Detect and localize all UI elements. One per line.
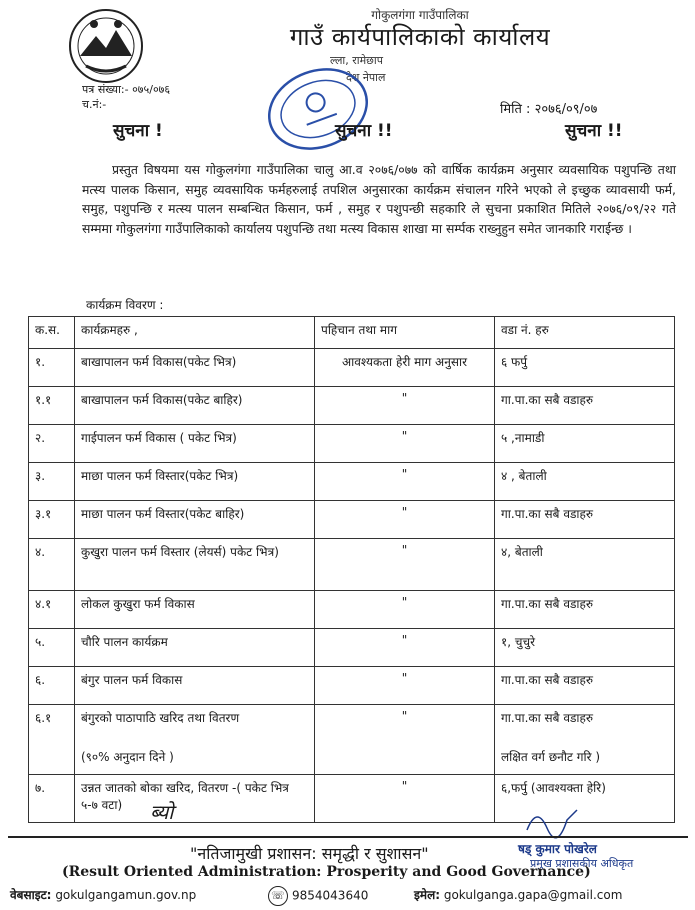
table-row	[29, 705, 675, 775]
row-ward: ६,फर्पु (आवश्यक्ता हेरि)	[495, 775, 675, 823]
row-program: माछा पालन फर्म विस्तार(पकेट भित्र)	[75, 463, 315, 501]
row-ward: ४, बेताली	[495, 539, 675, 591]
row-sn: ३.	[29, 463, 75, 501]
phone-number: 9854043640	[292, 888, 369, 903]
row-program: बंगुर पालन फर्म विकास	[75, 667, 315, 705]
program-table	[28, 316, 675, 823]
footer-email	[414, 886, 622, 903]
row-demand: "	[315, 705, 495, 775]
row-program: कुखुरा पालन फर्म विस्तार (लेयर्स) पकेट भित्र)	[75, 539, 315, 591]
row-ward: १, चुचुरे	[495, 629, 675, 667]
row-program: चौरि पालन कार्यक्रम	[75, 629, 315, 667]
row-sn: ३.१	[29, 501, 75, 539]
office-stamp-icon	[262, 60, 374, 158]
motto-nepali: "नतिजामुखी प्रशासन: समृद्धी र सुशासन"	[190, 844, 429, 863]
header-sn: क.स.	[29, 317, 75, 349]
header-program: कार्यक्रमहरु ,	[75, 317, 315, 349]
office-title: गाउँ कार्यपालिकाको कार्यालय	[289, 23, 551, 51]
row-sn: १.१	[29, 387, 75, 425]
header-demand: पहिचान तथा माग	[315, 317, 495, 349]
row-demand: "	[315, 463, 495, 501]
email-label: इमेल:	[414, 888, 441, 902]
row-program: बाखापालन फर्म विकास(पकेट बाहिर)	[75, 387, 315, 425]
row-ward-line2: लक्षित वर्ग छनौट गरि )	[501, 750, 601, 764]
row-ward: गा.पा.का सबै वडाहरु	[495, 387, 675, 425]
row-ward: गा.पा.का सबै वडाहरु	[495, 667, 675, 705]
row-demand: "	[315, 775, 495, 823]
row-sn: ४.	[29, 539, 75, 591]
row-ward: ४ , बेताली	[495, 463, 675, 501]
row-sn: २.	[29, 425, 75, 463]
table-row	[29, 425, 675, 463]
reference-number: पत्र संख्या:- ०७५/०७६	[82, 83, 171, 96]
row-ward	[495, 705, 675, 775]
row-sn: ६.	[29, 667, 75, 705]
phone-icon: ☏	[268, 886, 288, 906]
notice-date: मिति : २०७६/०९/०७	[500, 102, 598, 117]
row-demand: "	[315, 629, 495, 667]
notice-paragraph-text: प्रस्तुत विषयमा यस गोकुलगंगा गाउँपालिका चालु आ.व २०७६/०७७ को वार्षिक कार्यक्रम अनुसार व्यवसायिक पशुपन्छि तथा मत्स्य पालक किसान, समुह व्यवसायिक फर्महरुलाई तपशिल अनुसारका कार्यक्रम संचालन गरिने भएको ले इच्छुक व्यावसायी फर्म, समुह, पशुपन्छि र मत्स्य पालन सम्बन्धित किसान, फर्म , समुह र पशुपन्छी सहकारि ले सुचना प्रकाशित मितिले २०७६/०९/२२ गते सम्ममा गोकुलगंगा गाउँपालिकाको कार्यालय पशुपन्छि तथा मत्स्य विकास शाखा मा सर्म्पक राख्नुहुन समेत जानकारि गराईन्छ ।	[82, 162, 676, 236]
website-link[interactable]: gokulgangamun.gov.np	[55, 888, 197, 902]
footer-phone	[268, 886, 368, 906]
address-line-2: देश नेपाल	[346, 71, 386, 84]
row-ward: ६ फर्पु	[495, 349, 675, 387]
row-program	[75, 705, 315, 775]
dispatch-number: च.नं:-	[82, 98, 107, 111]
row-program: उन्नत जातको बोका खरिद, वितरण -( पकेट भित्र ५-७ वटा)	[75, 775, 315, 823]
municipality-name: गोकुलगंगा गाउँपालिका	[371, 8, 469, 22]
row-program-line2: (९०% अनुदान दिने )	[81, 750, 174, 764]
row-sn: १.	[29, 349, 75, 387]
row-program: गाईपालन फर्म विकास ( पकेट भित्र)	[75, 425, 315, 463]
row-demand: आवश्यकता हेरी माग अनुसार	[315, 349, 495, 387]
row-sn: ७.	[29, 775, 75, 823]
program-details-label: कार्यक्रम विवरण :	[86, 298, 164, 312]
address-line-1: ल्ला, रामेछाप	[330, 54, 383, 67]
row-demand: "	[315, 667, 495, 705]
email-link[interactable]: gokulganga.gapa@gmail.com	[443, 888, 623, 902]
table-row	[29, 629, 675, 667]
table-row	[29, 539, 675, 591]
right-signature-icon	[522, 800, 582, 840]
row-ward: ५ ,नामाडी	[495, 425, 675, 463]
header-ward: वडा नं. हरु	[495, 317, 675, 349]
signatory-name: षड् कुमार पोखरेल	[518, 842, 597, 856]
table-row	[29, 463, 675, 501]
government-emblem-icon	[66, 6, 146, 86]
row-ward-line1: गा.पा.का सबै वडाहरु	[501, 711, 594, 725]
footer-divider	[8, 836, 688, 838]
left-signature: ब्यो	[150, 800, 174, 824]
table-row	[29, 667, 675, 705]
row-demand: "	[315, 591, 495, 629]
notice-heading-3: सुचना !!	[565, 121, 623, 141]
row-program: लोकल कुखुरा फर्म विकास	[75, 591, 315, 629]
notice-heading-1: सुचना !	[113, 121, 163, 141]
motto-english: (Result Oriented Administration: Prosperity and Good Governance)	[62, 864, 591, 880]
footer-website	[10, 886, 196, 903]
row-program-line1: बंगुरको पाठापाठि खरिद तथा वितरण	[81, 711, 240, 725]
row-ward: गा.पा.का सबै वडाहरु	[495, 501, 675, 539]
signatory-title: प्रमुख प्रशासकीय अधिकृत	[530, 857, 634, 870]
row-demand: "	[315, 425, 495, 463]
row-program: माछा पालन फर्म विस्तार(पकेट बाहिर)	[75, 501, 315, 539]
row-sn: ४.१	[29, 591, 75, 629]
table-row	[29, 501, 675, 539]
table-row	[29, 349, 675, 387]
website-label: वेबसाइट:	[10, 888, 52, 902]
row-demand: "	[315, 501, 495, 539]
table-row	[29, 387, 675, 425]
notice-paragraph	[82, 160, 676, 238]
row-program: बाखापालन फर्म विकास(पकेट भित्र)	[75, 349, 315, 387]
notice-heading-2: सुचना !!	[335, 121, 393, 141]
row-demand: "	[315, 387, 495, 425]
table-row	[29, 591, 675, 629]
row-ward: गा.पा.का सबै वडाहरु	[495, 591, 675, 629]
row-demand: "	[315, 539, 495, 591]
table-header-row	[29, 317, 675, 349]
row-sn: ५.	[29, 629, 75, 667]
row-sn: ६.१	[29, 705, 75, 775]
